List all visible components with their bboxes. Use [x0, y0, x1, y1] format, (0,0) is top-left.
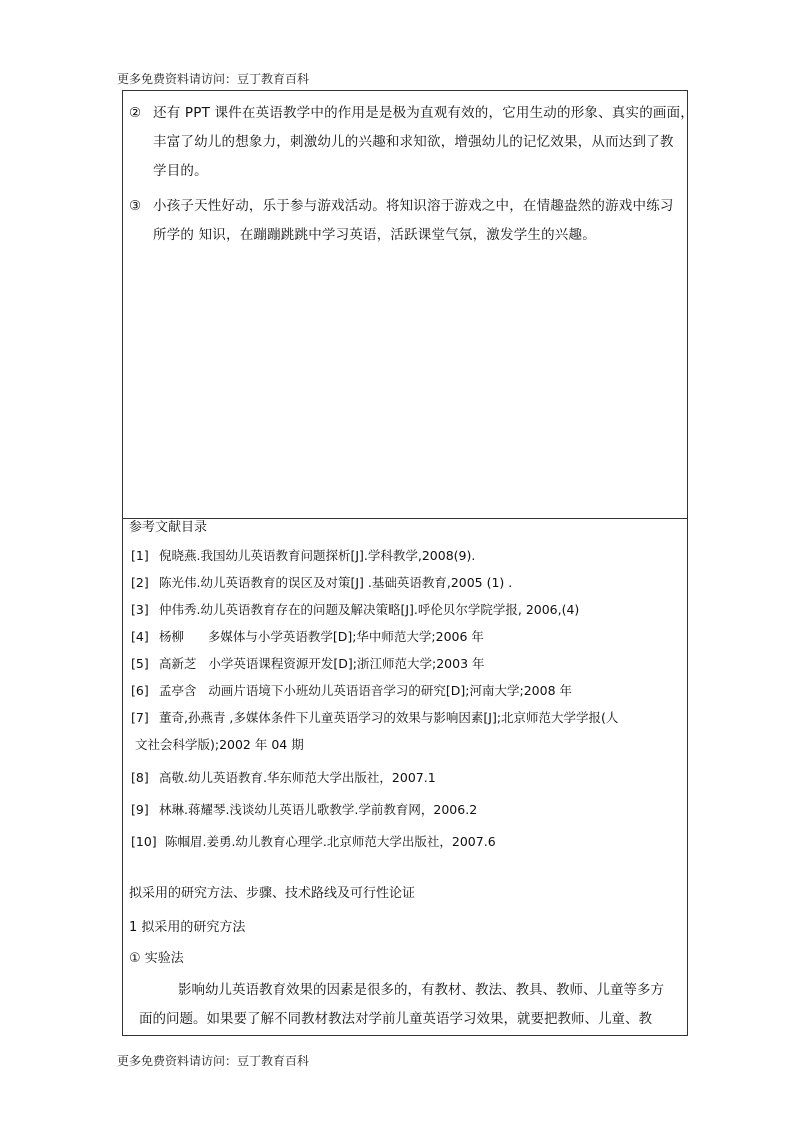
method-item: ① 实验法 [129, 951, 184, 966]
reference-item [131, 597, 687, 623]
reference-index: [1] [131, 548, 149, 563]
reference-text: 陈帼眉.姜勇.幼儿教育心理学.北京师范大学出版社，2007.6 [164, 834, 496, 849]
reference-index: [6] [131, 683, 149, 698]
item-line: 所学的 知识，在蹦蹦跳跳中学习英语，活跃课堂气氛，激发学生的兴趣。 [153, 227, 596, 243]
section-subtitle: 1 拟采用的研究方法 [129, 920, 246, 935]
item-line: 还有 PPT 课件在英语教学中的作用是是极为直观有效的，它用生动的形象、真实的画面， [153, 105, 695, 121]
item-line: 学目的。 [153, 163, 208, 179]
reference-item [131, 543, 687, 569]
reference-text: 仲伟秀.幼儿英语教育存在的问题及解决策略[J].呼伦贝尔学院学报, 2006,(4) [158, 602, 580, 617]
reference-text: 陈光伟.幼儿英语教育的误区及对策[J] .基础英语教育,2005 (1) . [158, 575, 513, 590]
reference-text: 杨柳 多媒体与小学英语教学[D];华中师范大学;2006 年 [158, 629, 484, 644]
reference-item [131, 765, 687, 791]
item-line: 丰富了幼儿的想象力，刺激幼儿的兴趣和求知欲，增强幼儿的记忆效果，从而达到了教 [153, 134, 674, 150]
reference-item-continued [131, 732, 687, 758]
reference-text: 孟亭含 动画片语境下小班幼儿英语语音学习的研究[D];河南大学;2008 年 [158, 683, 572, 698]
reference-index: [9] [131, 802, 149, 817]
reference-index: [3] [131, 602, 149, 617]
reference-text: 高敬.幼儿英语教育.华东师范大学出版社，2007.1 [158, 770, 436, 785]
references-title: 参考文献目录 [129, 520, 208, 535]
list-item-2 [129, 99, 695, 186]
reference-item [131, 624, 687, 650]
paragraph-line: 面的问题。如果要了解不同教材教法对学前儿童英语学习效果，就要把教师、儿童、教 [139, 1011, 652, 1027]
table-divider [123, 518, 687, 519]
reference-item [131, 651, 687, 677]
reference-text: 董奇,孙燕青 ,多媒体条件下儿童英语学习的效果与影响因素[J];北京师范大学学报(人 [158, 710, 619, 725]
reference-index: [4] [131, 629, 149, 644]
item-line: 小孩子天性好动，乐于参与游戏活动。将知识溶于游戏之中，在情趣盎然的游戏中练习 [153, 198, 674, 214]
item-number: ③ [129, 198, 142, 214]
reference-item [131, 678, 687, 704]
paragraph-line: 影响幼儿英语教育效果的因素是很多的，有教材、教法、教具、教师、儿童等多方 [178, 982, 664, 998]
reference-text: 文社会科学版);2002 年 04 期 [134, 737, 304, 752]
reference-item [131, 570, 687, 596]
content-table [122, 90, 695, 1036]
page-footer: 更多免费资料请访问：豆丁教育百科 [117, 1054, 310, 1068]
reference-index: [7] [131, 710, 149, 725]
reference-text: 高新芝 小学英语课程资源开发[D];浙江师范大学;2003 年 [158, 656, 485, 671]
reference-item [131, 797, 687, 823]
reference-index: [10] [131, 834, 157, 849]
reference-index: [5] [131, 656, 149, 671]
item-number: ② [129, 105, 142, 121]
section-title: 拟采用的研究方法、步骤、技术路线及可行性论证 [129, 886, 416, 901]
page-header: 更多免费资料请访问：豆丁教育百科 [117, 72, 310, 86]
reference-item [131, 829, 687, 855]
list-item-3 [129, 192, 685, 250]
reference-item [131, 705, 687, 731]
reference-text: 倪晓燕.我国幼儿英语教育问题探析[J].学科教学,2008(9). [158, 548, 476, 563]
reference-text: 林琳.蒋耀琴.浅谈幼儿英语儿歌教学.学前教育网，2006.2 [158, 802, 478, 817]
reference-index: [2] [131, 575, 149, 590]
reference-index: [8] [131, 770, 149, 785]
